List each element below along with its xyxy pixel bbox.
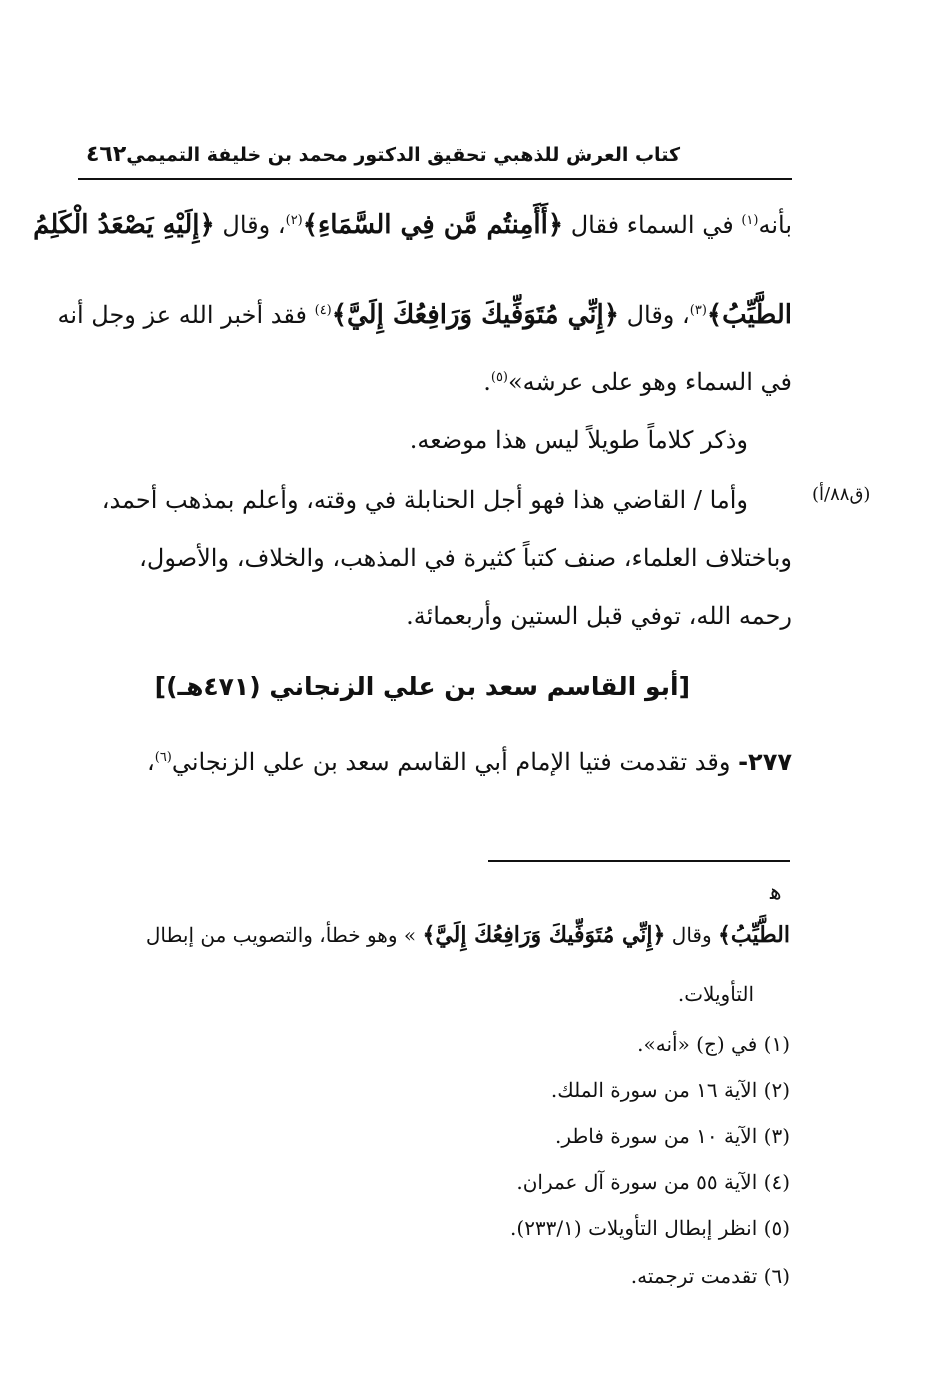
footnote-ref: (٥) xyxy=(490,370,508,385)
manuscript-margin-note: (ق٨٨/أ) xyxy=(812,484,871,505)
header-title: كتاب العرش للذهبي تحقيق الدكتور محمد بن خليفة التميمي xyxy=(126,144,680,166)
footnote-item: (٣) الآية ١٠ من سورة فاطر. xyxy=(554,1124,790,1148)
footnote-ref: (٦) xyxy=(154,750,172,765)
footnote-ref: (٢) xyxy=(285,213,303,228)
footnote-separator xyxy=(488,860,790,862)
footnote-ref: (٣) xyxy=(689,303,707,318)
body-line-4: وذكر كلاماً طويلاً ليس هذا موضعه. xyxy=(409,426,748,454)
quran-verse: ﴿إِنِّي مُتَوَفِّيكَ وَرَافِعُكَ إِلَيَّ﴾ xyxy=(422,922,666,948)
page-number: ٤٦٢ xyxy=(86,142,127,167)
body-line-3: في السماء وهو على عرشه»$^{(٥)}$. xyxy=(483,368,792,396)
footnote-item: (٥) انظر إبطال التأويلات (٢٣٣/١). xyxy=(510,1216,790,1240)
footnote-ref: (٤) xyxy=(314,303,332,318)
running-header xyxy=(78,138,792,180)
footnote-item: (٤) الآية ٥٥ من سورة آل عمران. xyxy=(516,1170,790,1194)
footnote-item: (٦) تقدمت ترجمته. xyxy=(630,1264,790,1288)
body-line-5: وأما / القاضي هذا فهو أجل الحنابلة في وقته، وأعلم بمذهب أحمد، xyxy=(101,486,748,514)
section-heading: [أبو القاسم سعد بن علي الزنجاني (٤٧١هـ)] xyxy=(154,672,690,701)
continuation-mark: ﻫ xyxy=(770,880,782,905)
body-line-7: رحمه الله، توفي قبل الستين وأربعمائة. xyxy=(406,602,792,630)
body-line-1: بأنه$^{(١)}$ في السماء فقال ﴿أَأَمِنتُم مَّن فِي السَّمَاءِ﴾$^{(٢)}$، وقال ﴿إِلَيْهِ يَصْعَدُ الْكَلِمُ xyxy=(33,210,792,240)
quran-verse: الطَّيِّبُ﴾ xyxy=(706,300,792,330)
quran-verse: ﴿إِلَيْهِ يَصْعَدُ الْكَلِمُ xyxy=(33,210,215,240)
body-line-6: وباختلاف العلماء، صنف كتباً كثيرة في المذهب، والخلاف، والأصول، xyxy=(139,544,792,572)
footnote-continuation: الطَّيِّبُ﴾ وقال ﴿إِنِّي مُتَوَفِّيكَ وَرَافِعُكَ إِلَيَّ﴾ » وهو خطأ، والتصويب من إبطال xyxy=(145,922,790,948)
quran-verse: ﴿إِنِّي مُتَوَفِّيكَ وَرَافِعُكَ إِلَيَّ﴾ xyxy=(331,300,619,330)
quran-verse: الطَّيِّبُ﴾ xyxy=(718,922,790,948)
footnote-continuation-line2: التأويلات. xyxy=(677,982,754,1006)
body-line-2: الطَّيِّبُ﴾$^{(٣)}$، وقال ﴿إِنِّي مُتَوَفِّيكَ وَرَافِعُكَ إِلَيَّ﴾$^{(٤)}$ فقد أخبر الله عز وجل أنه xyxy=(57,300,792,330)
footnote-item: (١) في (ج) «أنه». xyxy=(637,1032,790,1056)
entry-number: ٢٧٧- xyxy=(738,748,792,776)
footnote-item: (٢) الآية ١٦ من سورة الملك. xyxy=(550,1078,790,1102)
entry-line: ٢٧٧- وقد تقدمت فتيا الإمام أبي القاسم سعد بن علي الزنجاني$^{(٦)}$، xyxy=(146,748,792,776)
quran-verse: ﴿أَأَمِنتُم مَّن فِي السَّمَاءِ﴾ xyxy=(302,210,564,240)
footnote-ref: (١) xyxy=(741,213,759,228)
